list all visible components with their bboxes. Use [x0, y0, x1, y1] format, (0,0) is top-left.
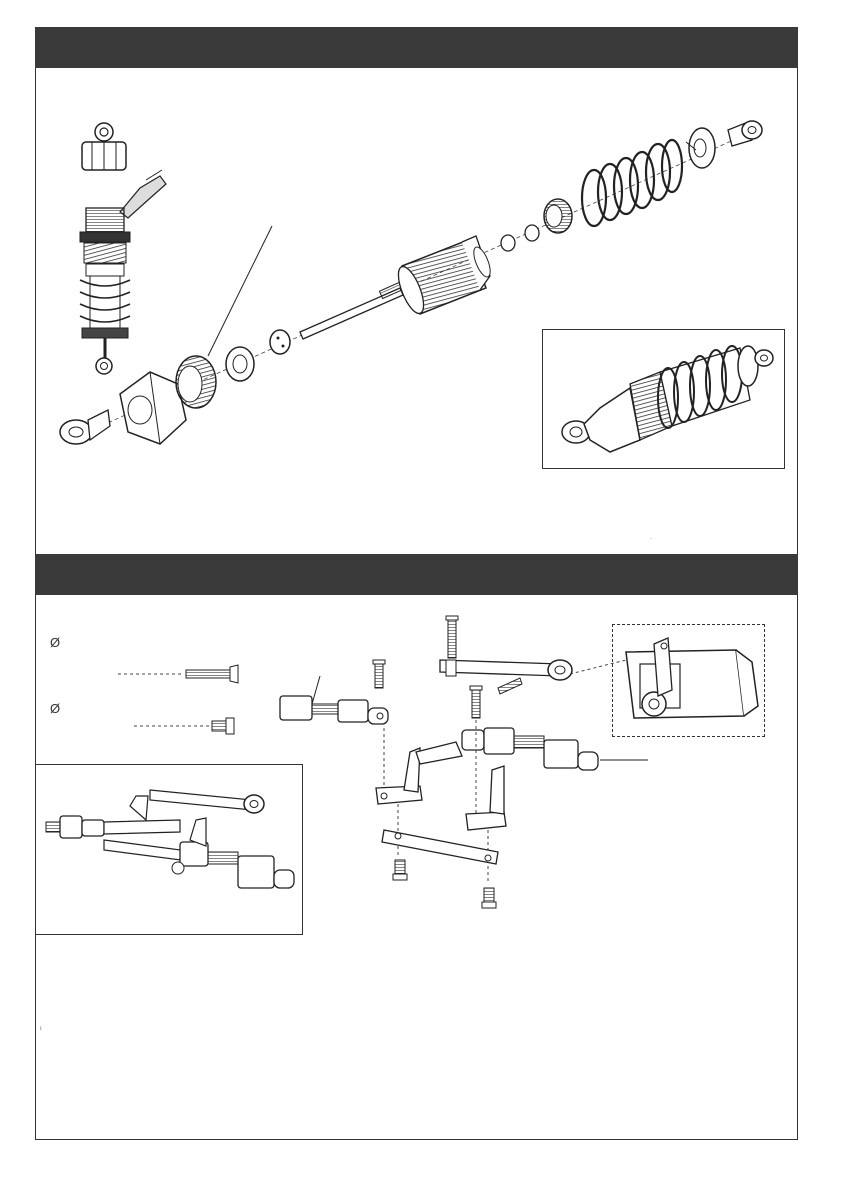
- screw-left: [373, 660, 385, 688]
- screw-legend-symbol-2: Ø: [50, 701, 61, 716]
- shock-upright: [80, 208, 130, 374]
- shock-shaft: [300, 281, 405, 339]
- shock-spacer-ring: [226, 347, 254, 381]
- bottom-screw-left: [393, 860, 407, 880]
- servo-dash-link: [570, 660, 626, 674]
- stray-mark-2: ı: [40, 1026, 42, 1032]
- bottom-screw-right: [482, 888, 496, 908]
- shock-threaded-collar: [176, 356, 216, 408]
- shock-washer-1: [501, 235, 515, 251]
- shock-leader-line: [208, 226, 272, 356]
- stray-mark-1: ·: [650, 536, 652, 542]
- shock-piston: [270, 330, 290, 354]
- shock-spring-collar: [544, 199, 572, 233]
- shock-washer-2: [525, 225, 539, 241]
- screw-legend-symbol-1: Ø: [50, 635, 61, 650]
- shock-spring-retainer: [686, 128, 715, 168]
- servo-drawing: [626, 638, 758, 718]
- shock-spring: [582, 140, 682, 226]
- servo-link-arm: [440, 660, 572, 680]
- screw-right: [470, 686, 482, 718]
- drag-link-plate: [382, 830, 498, 864]
- left-turnbuckle: [280, 696, 388, 724]
- legend-short-screw: [134, 718, 234, 734]
- shock-rod-end: [60, 410, 110, 444]
- assembled-shock-drawing: [562, 346, 773, 452]
- small-angled-screw: [498, 678, 522, 694]
- steering-leader-left: [312, 676, 320, 704]
- shock-top-rod-end: [728, 121, 762, 146]
- shock-body: [393, 236, 493, 317]
- screw-top-center: [446, 616, 458, 658]
- shock-cap-small: [82, 123, 126, 170]
- assembled-steering-drawing: [46, 790, 294, 888]
- legend-long-screw: [118, 665, 238, 683]
- right-turnbuckle: [462, 728, 598, 770]
- oil-bottle-nozzle: [120, 170, 166, 218]
